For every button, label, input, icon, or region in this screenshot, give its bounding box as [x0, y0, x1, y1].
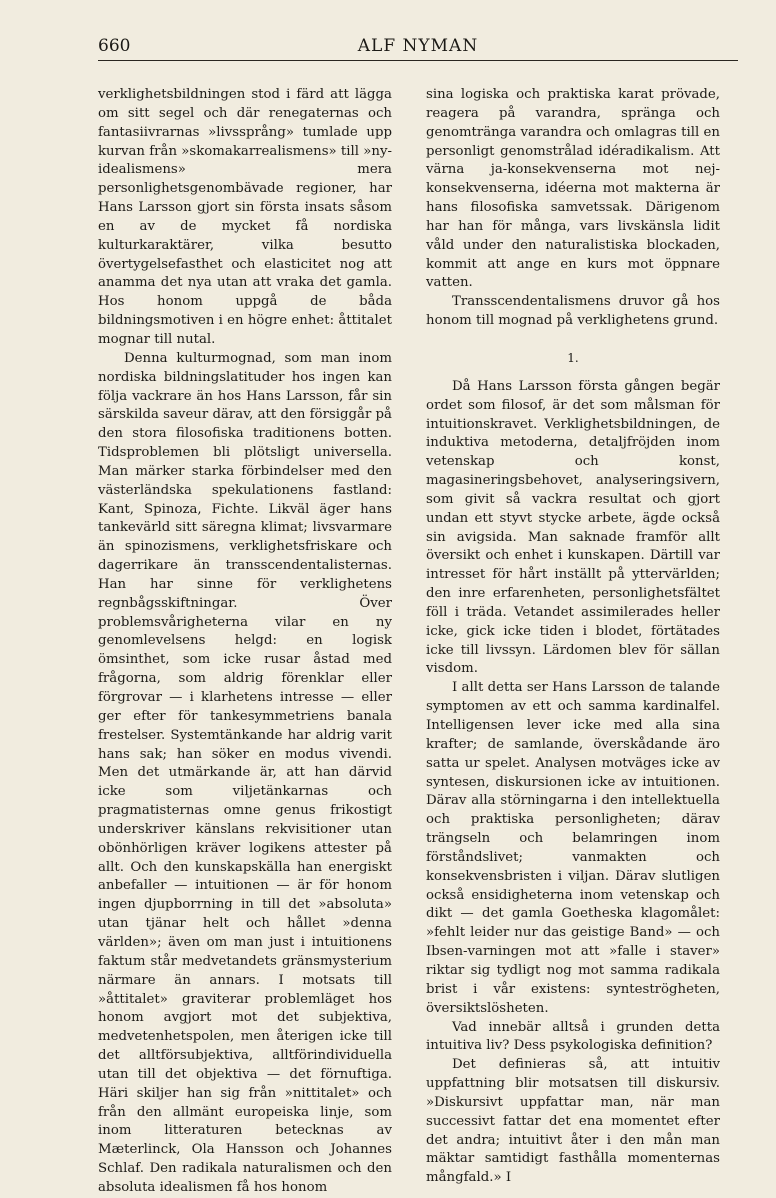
paragraph: Denna kulturmognad, som man inom nordiska bildningslatituder hos ingen kan följa vackrare än hos Hans Larsson, får sin särskilda saveur därav, att den försiggår på den stora filosofiska traditionens botten. Tidsproblemen bli plötsligt universella. Man märker starka förbindelser med den västerländska spekulationens fastland: Kant, Spinoza, Fichte. Likväl äger hans tankevärld sitt säregna klimat; livsvarmare än spinozismens, verklighetsfriskare och dagerrikare än transscendentalisternas. Han har sinne för verklighetens regnbågsskiftningar. Över problemsvårigheterna vilar en ny genomlevelsens helgd: en logisk ömsinthet, som icke rusar åstad med frågorna, som aldrig förenklar eller förgrovar — i klarhetens intresse — eller ger efter för tankesymmetriens banala frestelser. Systemtänkande har aldrig varit hans sak; han söker en modus vivendi. Men det utmärkande är, att han därvid icke som viljetänkarnas och pragmatisternas omne genus frikostigt underskriver känslans rekvisitioner utan obönhörligen kräver logikens attester på allt. Och den kunskapskälla han energiskt anbefaller — intuitionen — är för honom ingen djupborrning in till det »absoluta» utan tjänar helt och hållet »denna världen»; även om man just i intuitionens faktum står medvetandets gränsmysterium närmare än annars. I motsats till »åttitalet» graviterar problemläget hos honom avgjort mot det subjektiva, medvetenhetspolen, men återigen icke till det alltförsubjektiva, alltförindividuella utan till det objektiva — det förnuftiga. Häri skiljer han sig från »nittitalet» och från den allmänt europeiska linje, som inom litteraturen betecknas av Mæterlinck, Ola Hansson och Johannes Schlaf. Den radikala naturalismen och den absoluta idealismen få hos honom — [98, 350, 392, 1195]
paragraph: Vad innebär alltså i grunden detta intuitiva liv? Dess psykologiska definition? — [426, 1019, 720, 1054]
page-number: 660 — [98, 36, 131, 56]
running-head: ALF NYMAN — [357, 36, 479, 56]
paragraph: Transscendentalismens druvor gå hos honom till mognad på verklighetens grund. — [426, 294, 720, 329]
paragraph: sina logiska och praktiska karat prövade, reagera på varandra, spränga och genomtränga varandra och omlagras till en personligt genomstrålad idéradikalism. Att värna ja-konsekvenserna mot nej-konsekvenserna, idéerna mot makterna är hans filosofiska samvetssak. Därigenom har han för många, vars livskänsla lidit våld under den naturalistiska blockaden, kommit att ange en kurs mot öppnare vatten. — [426, 87, 720, 291]
paragraph: I allt detta ser Hans Larsson de talande symptomen av ett och samma kardinalfel. Intelligensen lever icke med alla sina krafter; de samlande, överskådande äro satta ur spelet. Analysen motväges icke av syntesen, diskursionen icke av intuitionen. Därav alla störningarna i den intellektuella och praktiska personligheten; därav trängseln och belamringen inom förståndslivet; vanmakten och konsekvensbristen i viljan. Därav slutligen också ensidigheterna inom vetenskap och dikt — det gamla Goetheska klagomålet: »fehlt leider nur das geistige Band» — och Ibsen-varningen mot att »falle i staver» riktar sig tydligt nog mot samma radikala brist i vår existens: synteströgheten, översiktslösheten. — [426, 680, 720, 1016]
section-number: 1. — [567, 350, 579, 365]
paragraph: Det definieras så, att intuitiv uppfattning blir motsatsen till diskursiv. »Diskursivt uppfattar man, när man successivt fattar det ena momentet efter det andra; intuitivt åter i den mån man mäktar samtidigt fasthålla momenternas mångfald.» I — [426, 1057, 720, 1186]
left-column — [98, 86, 392, 1198]
right-column — [426, 86, 720, 1188]
page-header — [98, 36, 738, 61]
paragraph: Då Hans Larsson första gången begär ordet som filosof, är det som målsman för intuitionskravet. Verklighetsbildningen, de induktiva metoderna, detaljfröjden inom vetenskap och konst, magasineringsbehovet, analyseringsivern, som givit så vackra resultat och gjort undan ett styvt stycke arbete, ägde också sin avigsida. Man saknade framför allt översikt och enhet i kunskapen. Därtill var intresset för hårt inställt på yttervärlden; den inre erfarenheten, personlighetsfältet föll i träda. Vetandet assimilerades heller icke, gick icke tiden i blodet, förtätades icke till livssyn. Lärdomen blev för sällan visdom. — [426, 378, 720, 677]
paragraph: verklighetsbildningen stod i färd att lägga om sitt segel och där renegaternas och fantasiivrarnas »livssprång» tumlade upp kurvan från »skomakarrealismens» till »ny-idealismens» mera personlighetsgenombävade regioner, har Hans Larsson gjort sin första insats såsom en av de mycket få nordiska kulturkaraktärer, vilka besutto övertygelsefasthet och elasticitet nog att anamma det nya utan att vraka det gamla. Hos honom uppgå de båda bildningsmotiven i en högre enhet: åttitalet mognar till nutal. — [98, 87, 392, 347]
